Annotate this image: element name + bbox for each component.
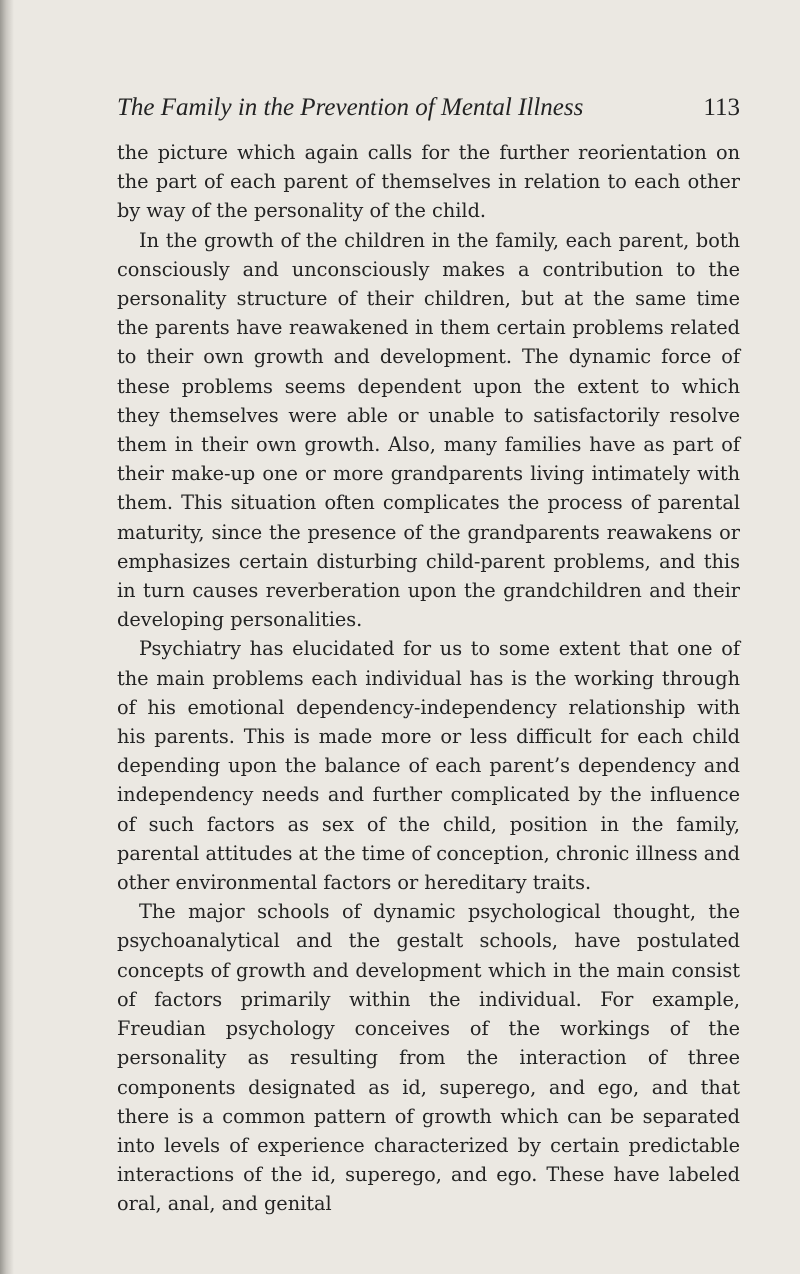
paragraph-growth-of-children: In the growth of the children in the family, each parent, both consciously and unconsciously makes a contribution to the personality structure of their children, but at the same time the parents have reawakened in them certain problems related to their own growth and development. The dynamic force of these problems seems dependent upon the extent to which they themselves were able or unable to satisfactorily resolve them in their own growth. Also, many families have as part of their make-up one or more grandparents living intimately with them. This situation often complicates the process of parental maturity, since the presence of the grandparents reawakens or emphasizes certain disturbing child-parent problems, and this in turn causes reverberation upon the grandchildren and their developing personalities.	[117, 228, 740, 632]
running-title: The Family in the Prevention of Mental Illness	[117, 94, 584, 121]
paragraph-continuation: the picture which again calls for the further reorientation on the part of each parent of themselves in relation to each other by way of the personality of the child.	[117, 141, 740, 223]
running-head	[117, 90, 740, 130]
body-text	[117, 138, 740, 1219]
page-spine-shadow	[0, 0, 14, 1274]
paragraph-psychiatry: Psychiatry has elucidated for us to some extent that one of the main problems each individual has is the working through of his emotional dependency-independency relationship with his parents. This is made more or less difficult for each child depending upon the balance of each parent’s dependency and independency needs and further complicated by the influence of such factors as sex of the child, position in the family, parental attitudes at the time of conception, chronic illness and other environmental factors or hereditary traits.	[117, 637, 740, 895]
paragraph-major-schools: The major schools of dynamic psychological thought, the psychoanalytical and the gestalt schools, have postulated concepts of growth and development which in the main consist of factors primarily within the individual. For example, Freudian psychology conceives of the workings of the personality as resulting from the interaction of three components designated as id, superego, and ego, and that there is a common pattern of growth which can be separated into levels of experience characterized by certain predictable interactions of the id, superego, and ego. These have labeled oral, anal, and genital	[117, 900, 740, 1216]
page-number: 113	[703, 94, 740, 121]
